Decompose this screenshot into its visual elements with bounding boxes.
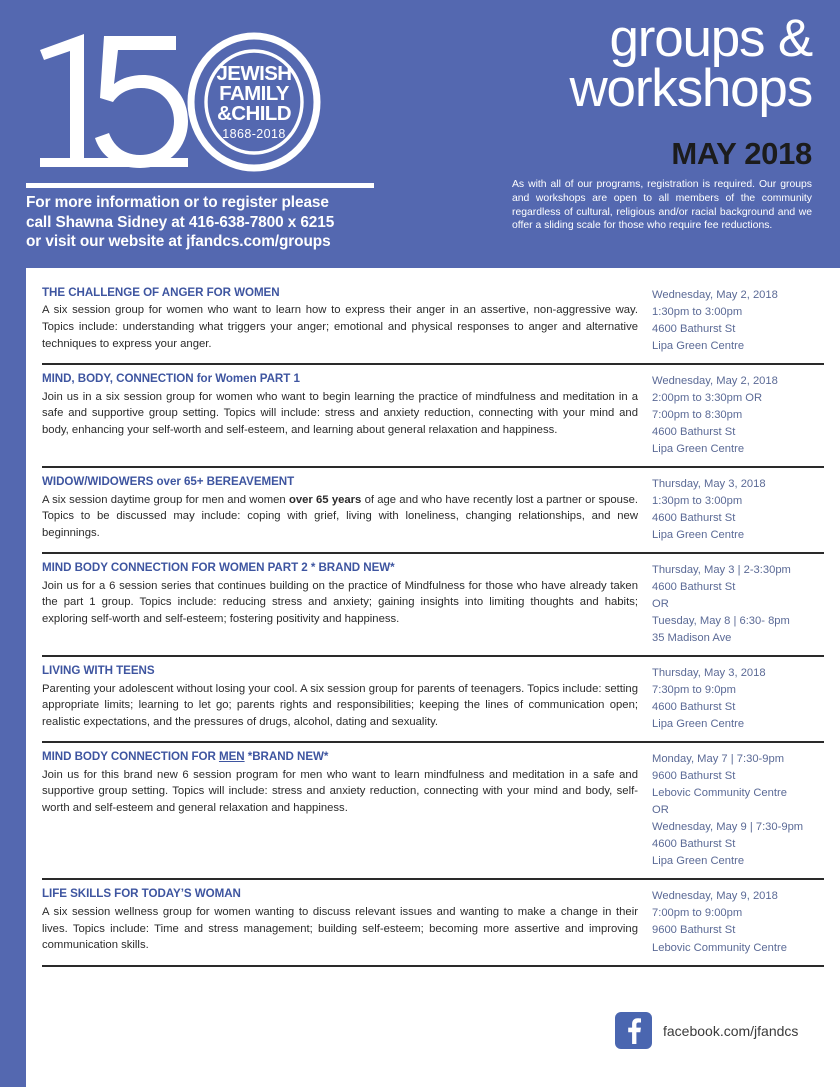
facebook-f-glyph [623, 1018, 644, 1044]
event-schedule [652, 286, 824, 355]
event-title: MIND, BODY, CONNECTION for Women PART 1 [42, 372, 300, 386]
contact-line-2: call Shawna Sidney at 416-638-7800 x 6215 [26, 213, 335, 231]
event-schedule-line: Lipa Green Centre [652, 855, 745, 868]
event-schedule-line: Lebovic Community Centre [652, 941, 787, 954]
event-row [42, 554, 824, 657]
event-main [42, 664, 652, 730]
issue-date: MAY 2018 [671, 136, 812, 171]
event-title: LIVING WITH TEENS [42, 664, 155, 678]
event-schedule-line: Wednesday, May 2, 2018 [652, 289, 778, 301]
event-title: WIDOW/WIDOWERS over 65+ BEREAVEMENT [42, 475, 295, 489]
logo-150-graphic [26, 18, 356, 178]
header-banner [0, 0, 840, 268]
svg-text:FAMILY: FAMILY [219, 82, 289, 105]
event-schedule-line: Monday, May 7 | 7:30-9pm [652, 753, 785, 766]
content-area [26, 268, 840, 1087]
facebook-icon[interactable] [615, 1012, 652, 1049]
event-schedule-line: OR [652, 804, 669, 817]
event-row [42, 278, 824, 365]
footer[interactable] [615, 1012, 798, 1049]
event-schedule-line: Thursday, May 3, 2018 [652, 478, 766, 491]
event-row [42, 743, 824, 880]
event-schedule [652, 372, 824, 458]
facebook-url[interactable]: facebook.com/jfandcs [663, 1022, 799, 1039]
svg-text:1868-2018: 1868-2018 [222, 127, 286, 141]
event-schedule-line: 7:00pm to 9:00pm [652, 907, 743, 920]
event-main [42, 475, 652, 541]
contact-line-3: or visit our website at jfandcs.com/groups [26, 233, 331, 251]
event-schedule-line: 4600 Bathurst St [652, 512, 736, 525]
event-schedule-line: 4600 Bathurst St [652, 323, 736, 336]
event-schedule-line: Thursday, May 3 | 2-3:30pm [652, 564, 791, 577]
event-schedule-line: Tuesday, May 8 | 6:30- 8pm [652, 615, 790, 628]
page-title [569, 9, 812, 118]
event-description: Join us for this brand new 6 session program for men who want to learn mindfulness and meditation in a safe and supportive group setting. Topics will include: stress and anxiety reduction, connecting with your mind and body, self-worth and self-esteem and general relaxation and happiness. [42, 768, 638, 815]
event-schedule-line: Lebovic Community Centre [652, 787, 787, 800]
contact-divider-rule [26, 183, 374, 188]
event-schedule-line: 7:30pm to 9:0pm [652, 684, 736, 697]
event-main [42, 561, 652, 627]
page-title-line-2: workshops [569, 58, 812, 118]
event-schedule-line: Lipa Green Centre [652, 443, 745, 456]
event-title: LIFE SKILLS FOR TODAY’S WOMAN [42, 887, 241, 901]
event-main [42, 372, 652, 438]
event-row [42, 365, 824, 468]
contact-line-1: For more information or to register please [26, 194, 329, 211]
event-schedule-line: Wednesday, May 9 | 7:30-9pm [652, 821, 804, 834]
event-main [42, 286, 652, 352]
event-main [42, 750, 652, 816]
event-row [42, 657, 824, 743]
event-description: A six session daytime group for men and women over 65 years of age and who have recently lost a partner or spouse. Topics to be discussed may include: coping with grief, living with loneliness, changing relationships, and new beginnings. [42, 493, 639, 539]
event-title: MIND BODY CONNECTION FOR MEN *BRAND NEW* [42, 750, 329, 764]
event-schedule-line: 4600 Bathurst St [652, 838, 736, 851]
event-schedule-line: Wednesday, May 9, 2018 [652, 890, 778, 903]
event-schedule-line: Lipa Green Centre [652, 529, 745, 542]
contact-info [26, 193, 426, 252]
event-schedule-line: 1:30pm to 3:00pm [652, 495, 743, 508]
event-description: A six session group for women who want to learn how to express their anger in an assertive, non-aggressive way. Topics include: understanding what triggers your anger; emotional and physical responses to anger and alternative techniques to express your anger. [42, 304, 638, 350]
event-row [42, 880, 824, 966]
event-listing [42, 278, 824, 967]
event-description: Join us for a 6 session series that continues building on the practice of Mindfulness for those who have already taken the part 1 group. Topics include: reducing stress and anxiety; gaining insights into limiting thoughts and habits; exploring self-worth and self-esteem; fostering positivity and happiness. [42, 579, 638, 625]
svg-text:JEWISH: JEWISH [216, 62, 292, 85]
event-schedule [652, 750, 824, 870]
event-title: MIND BODY CONNECTION FOR WOMEN PART 2 * BRAND NEW* [42, 561, 395, 575]
event-description: Join us in a six session group for women who want to begin learning the practice of mindfulness and meditation in a safe and supportive group setting. Topics will include: stress and anxiety reduction, connecting with your mind and body, enhancing your self-worth and self-esteem, and learning about general relaxation and happiness. [42, 390, 638, 436]
event-schedule [652, 887, 824, 956]
event-schedule-line: OR [652, 598, 669, 611]
event-schedule-line: Wednesday, May 2, 2018 [652, 375, 778, 388]
organization-logo [26, 18, 356, 178]
event-schedule [652, 561, 824, 647]
registration-note: As with all of our programs, registration is required. Our groups and workshops are open to all members of the community regardless of cultural, religious and/or racial background and we offer a sliding scale for those who require fee reductions. [512, 179, 812, 232]
event-schedule-line: 1:30pm to 3:00pm [652, 306, 743, 319]
event-title: THE CHALLENGE OF ANGER FOR WOMEN [42, 286, 280, 299]
event-main [42, 887, 652, 953]
event-schedule-line: Lipa Green Centre [652, 718, 745, 731]
event-schedule-line: 35 Madison Ave [652, 632, 732, 645]
event-schedule-line: 4600 Bathurst St [652, 581, 736, 594]
event-schedule-line: Lipa Green Centre [652, 340, 745, 353]
event-schedule [652, 475, 824, 544]
event-schedule-line: 9600 Bathurst St [652, 770, 736, 783]
event-description: A six session wellness group for women wanting to discuss relevant issues and wanting to make a change in their lives. Topics include: Time and stress management; building self-esteem; becoming more assertive and improving communication skills. [42, 905, 638, 952]
event-description: Parenting your adolescent without losing your cool. A six session group for parents of teenagers. Topics include: setting appropriate limits; learning to let go; parents rights and responsibilities; keeping the lines of communication open; realistic expectations, and the pressures of drugs, alcohol, dating and sexuality. [42, 682, 638, 728]
event-schedule [652, 664, 824, 733]
page-title-line-1: groups & [609, 9, 812, 68]
event-row [42, 468, 824, 554]
event-schedule-line: 7:00pm to 8:30pm [652, 409, 743, 422]
event-schedule-line: 4600 Bathurst St [652, 701, 736, 714]
svg-text:&CHILD: &CHILD [217, 102, 291, 125]
event-schedule-line: 9600 Bathurst St [652, 924, 736, 937]
event-schedule-line: 4600 Bathurst St [652, 426, 736, 439]
event-schedule-line: Thursday, May 3, 2018 [652, 667, 766, 680]
event-schedule-line: 2:00pm to 3:30pm OR [652, 392, 763, 405]
